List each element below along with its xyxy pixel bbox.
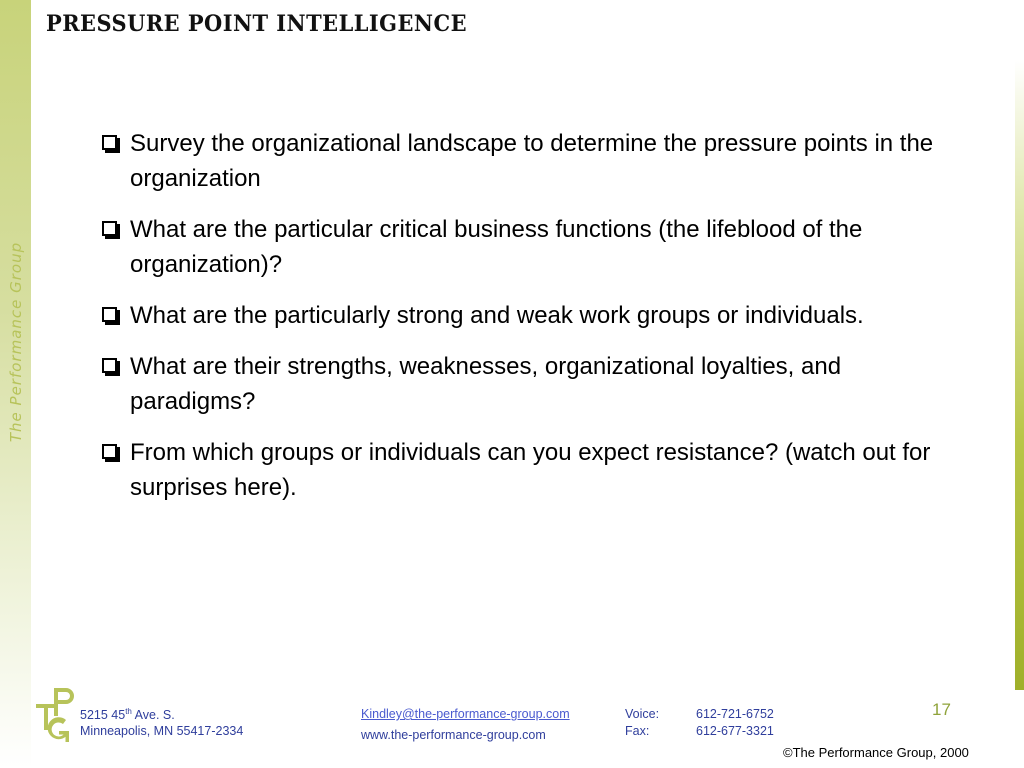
bullet-text: Survey the organizational landscape to determine the pressure points in the organization [130, 130, 934, 192]
page-number: 17 [932, 700, 951, 719]
email-link[interactable]: Kindley@the-performance-group.com [361, 707, 570, 721]
bullet-text: What are the particular critical business functions (the lifeblood of the organization)? [130, 216, 863, 278]
fax-number: 612-677-3321 [696, 724, 774, 738]
checkbox-bullet-icon [102, 307, 117, 322]
website-link[interactable]: www.the-performance-group.com [361, 728, 546, 742]
fax-label: Fax: [625, 724, 650, 738]
bullet-text: What are the particularly strong and weak work groups or individuals. [130, 302, 864, 329]
right-decorative-band [1015, 60, 1024, 690]
bullet-text: From which groups or individuals can you expect resistance? (watch out for surprises here). [130, 439, 931, 501]
bullet-item [100, 298, 970, 333]
slide-title: PRESSURE POINT INTELLIGENCE [46, 11, 467, 37]
bullet-item [100, 349, 970, 419]
checkbox-bullet-icon [102, 444, 117, 459]
bullet-item [100, 435, 970, 505]
checkbox-bullet-icon [102, 135, 117, 150]
bullet-text: What are their strengths, weaknesses, organizational loyalties, and paradigms? [130, 353, 842, 415]
tpg-logo-icon [34, 686, 78, 746]
bullet-item [100, 212, 970, 282]
bullet-list [100, 126, 970, 521]
address-line-1: 5215 45th Ave. S. [80, 707, 175, 723]
voice-label: Voice: [625, 707, 660, 721]
copyright-notice: ©The Performance Group, 2000 [783, 745, 969, 760]
bullet-item [100, 126, 970, 196]
side-brand-label: The Performance Group [7, 241, 25, 443]
address-line-2: Minneapolis, MN 55417-2334 [80, 724, 244, 738]
voice-number: 612-721-6752 [696, 707, 774, 721]
checkbox-bullet-icon [102, 221, 117, 236]
checkbox-bullet-icon [102, 358, 117, 373]
